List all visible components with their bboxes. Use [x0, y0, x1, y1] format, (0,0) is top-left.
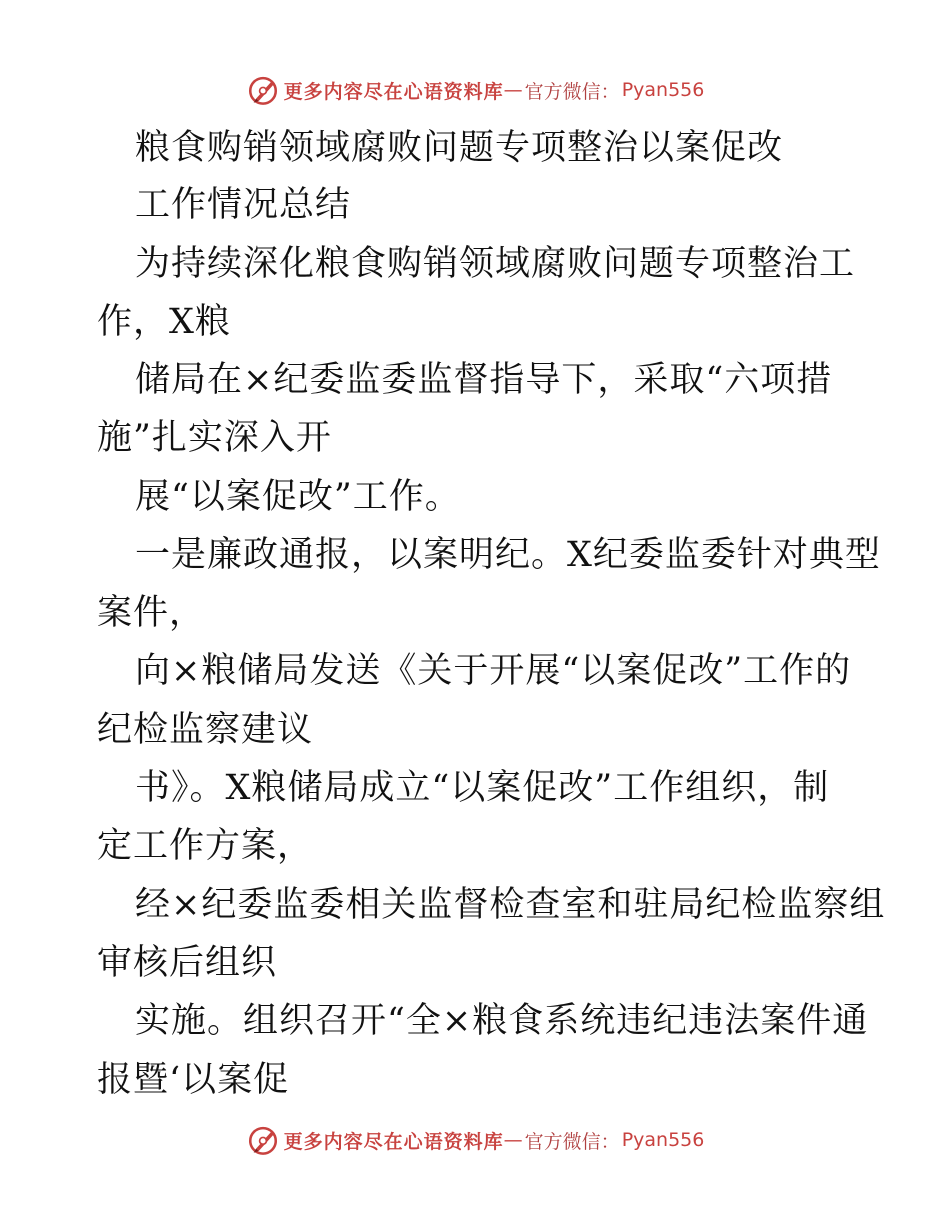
- text-line: 展“以案促改”工作。: [135, 477, 461, 517]
- text-line: 向×粮储局发送《关于开展“以案促改”工作的: [135, 651, 852, 691]
- text-line: 储局在×纪委监委监督指导下，采取“六项措: [135, 360, 833, 400]
- text-line: 案件，: [97, 593, 206, 633]
- watermark-wechat-label: 官方微信：: [524, 1130, 620, 1153]
- header-watermark: [0, 70, 950, 110]
- watermark-brand: 更多内容尽在心语资料库: [283, 80, 504, 103]
- text-line: 经×纪委监委相关监督检查室和驻局纪检监察组: [135, 885, 886, 925]
- document-title-line-2: 工作情况总结: [135, 185, 352, 225]
- text-line: 为持续深化粮食购销领域腐败问题专项整治工: [135, 244, 856, 284]
- text-line: 书》。X粮储局成立“以案促改”工作组织，制: [135, 768, 830, 808]
- pen-logo-icon: [246, 73, 280, 107]
- footer-watermark: [0, 1120, 950, 1160]
- text-line: 审核后组织: [97, 943, 278, 983]
- text-line: 报暨‘以案促: [97, 1060, 290, 1100]
- document-title-line-1: 粮食购销领域腐败问题专项整治以案促改: [135, 128, 784, 168]
- text-line: 施”扎实深入开: [97, 418, 332, 458]
- text-line: 一是廉政通报，以案明纪。X纪委监委针对典型: [135, 535, 881, 575]
- text-line: 纪检监察建议: [97, 710, 314, 750]
- watermark-separator: —: [503, 79, 523, 101]
- watermark-wechat-id: Pyan556: [621, 1129, 705, 1151]
- text-line: 定工作方案，: [97, 826, 314, 866]
- watermark-separator: —: [503, 1129, 523, 1151]
- text-line: 实施。组织召开“全×粮食系统违纪违法案件通: [135, 1001, 869, 1041]
- pen-logo-icon: [246, 1123, 280, 1157]
- watermark-brand: 更多内容尽在心语资料库: [283, 1130, 504, 1153]
- watermark-wechat-label: 官方微信：: [524, 80, 620, 103]
- text-line: 作，X粮: [97, 302, 231, 342]
- watermark-wechat-id: Pyan556: [621, 79, 705, 101]
